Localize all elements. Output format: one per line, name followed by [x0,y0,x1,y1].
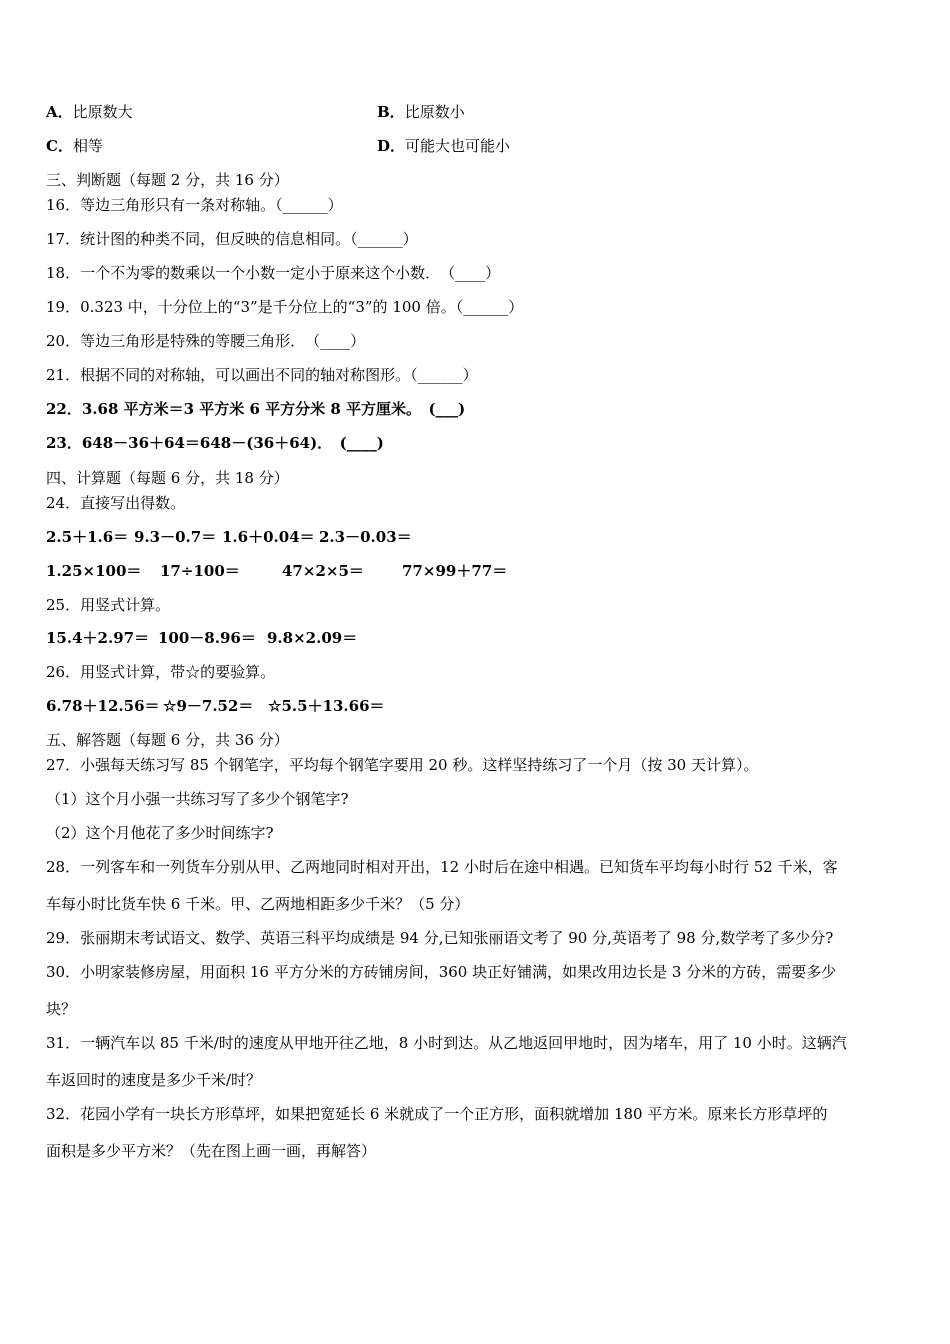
calc-item: 2.3－0.03＝ [319,528,412,546]
question-31-line-1: 31．一辆汽车以 85 千米/时的速度从甲地开往乙地，8 小时到达。从乙地返回甲地时，因为堵车，用了 10 小时。这辆汽 [46,1034,847,1052]
question-22: 22．3.68 平方米＝3 平方米 6 平方分米 8 平方厘米。 (___) [46,400,466,418]
calc-item: 9.8×2.09＝ [267,629,358,647]
section3-title: 三、判断题（每题 2 分，共 16 分） [46,171,289,189]
question-26: 26．用竖式计算，带☆的要验算。 [46,663,276,681]
question-30-line-1: 30．小明家装修房屋，用面积 16 平方分米的方砖铺房间，360 块正好铺满，如果改用边长是 3 分米的方砖，需要多少 [46,963,837,981]
calc-item: 6.78＋12.56＝ [46,697,160,715]
q24-row-2 [46,561,906,581]
calc-item: ☆5.5＋13.66＝ [268,697,385,715]
section4-title: 四、计算题（每题 6 分，共 18 分） [46,469,289,487]
option-b-letter: B． [377,103,405,121]
option-c-text: 相等 [72,137,103,155]
question-32-line-2: 面积是多少平方米？（先在图上画一画，再解答） [46,1142,377,1160]
question-20: 20．等边三角形是特殊的等腰三角形． （____） [46,332,366,350]
option-d-letter: D． [377,137,406,155]
q25-row [46,628,906,648]
question-23: 23．648－36＋64＝648－(36＋64)． (____) [46,434,384,452]
question-31-line-2: 车返回时的速度是多少千米/时？ [46,1071,262,1089]
calc-item: 77×99＋77＝ [402,562,508,580]
question-30-line-2: 块？ [46,1000,77,1018]
option-d [377,136,510,156]
question-24: 24．直接写出得数。 [46,494,186,512]
question-17: 17．统计图的种类不同，但反映的信息相同。（______） [46,230,418,248]
calc-item: ☆9－7.52＝ [163,697,254,715]
option-d-text: 可能大也可能小 [405,137,511,155]
question-28-line-2: 车每小时比货车快 6 千米。甲、乙两地相距多少千米？（5 分） [46,895,470,913]
option-c [46,136,103,156]
calc-item: 9.3－0.7＝ [134,528,217,546]
calc-item: 2.5＋1.6＝ [46,528,129,546]
question-25: 25．用竖式计算。 [46,596,171,614]
question-19: 19．0.323 中，十分位上的“3”是千分位上的“3”的 100 倍。（______） [46,298,524,316]
option-a [46,102,133,122]
question-27-part-1: （1）这个月小强一共练习写了多少个钢笔字? [46,790,349,808]
calc-item: 100－8.96＝ [158,629,256,647]
calc-item: 15.4＋2.97＝ [46,629,150,647]
question-28-line-1: 28．一列客车和一列货车分别从甲、乙两地同时相对开出，12 小时后在途中相遇。已知货车平均每小时行 52 千米，客 [46,858,838,876]
option-c-letter: C． [46,137,73,155]
option-b [377,102,465,122]
question-29: 29．张丽期末考试语文、数学、英语三科平均成绩是 94 分,已知张丽语文考了 90 分,英语考了 98 分,数学考了多少分? [46,929,834,947]
option-a-letter: A． [46,103,73,121]
option-a-text: 比原数大 [72,103,133,121]
calc-item: 17÷100＝ [160,562,240,580]
question-21: 21．根据不同的对称轴，可以画出不同的轴对称图形。（______） [46,366,478,384]
calc-item: 1.25×100＝ [46,562,142,580]
question-32-line-1: 32．花园小学有一块长方形草坪，如果把宽延长 6 米就成了一个正方形，面积就增加 180 平方米。原来长方形草坪的 [46,1105,828,1123]
question-27-part-2: （2）这个月他花了多少时间练字? [46,824,274,842]
question-18: 18．一个不为零的数乘以一个小数一定小于原来这个小数． （____） [46,264,501,282]
q24-row-1 [46,527,906,547]
option-b-text: 比原数小 [404,103,465,121]
question-16: 16．等边三角形只有一条对称轴。（______） [46,196,343,214]
calc-item: 1.6＋0.04＝ [222,528,315,546]
calc-item: 47×2×5＝ [282,562,364,580]
section5-title: 五、解答题（每题 6 分，共 36 分） [46,731,289,749]
q26-row [46,696,906,716]
question-27: 27．小强每天练习写 85 个钢笔字，平均每个钢笔字要用 20 秒。这样坚持练习了一个月（按 30 天计算）。 [46,756,759,774]
